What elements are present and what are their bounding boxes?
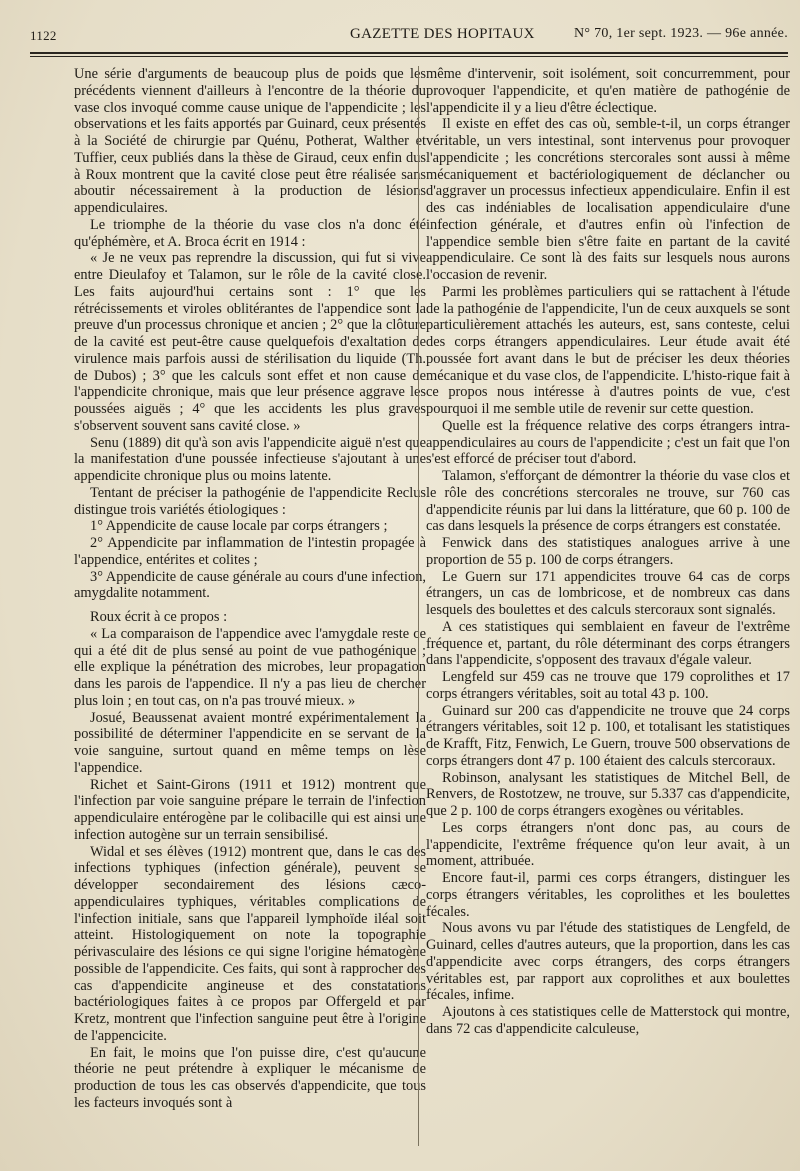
paragraph: Le Guern sur 171 appendicites trouve 64 cas de corps étrangers, un cas de lombricose, et de nombreux cas dans lesquels des boulettes et des calculs stercoraux sont signalés.: [426, 568, 790, 618]
paragraph: Richet et Saint-Girons (1911 et 1912) montrent que l'infection par voie sanguine prépare le terrain de l'infection appendiculaire entérogène par le colibacille qui est ainsi une infection autogène sur un terrain sensibilisé.: [74, 776, 426, 843]
journal-title: GAZETTE DES HOPITAUX: [350, 26, 535, 42]
paragraph: Nous avons vu par l'étude des statistiques de Lengfeld, de Guinard, celles d'autres auteurs, que la proportion, dans les cas d'appendicite avec corps étrangers, des corps étrangers véritables est, par rapport aux coprolithes et aux boulettes fécales, infime.: [426, 920, 790, 1004]
paragraph: Le triomphe de la théorie du vase clos n'a donc été qu'éphémère, et A. Broca écrit en 1914 :: [74, 216, 426, 250]
quote-paragraph: « Je ne veux pas reprendre la discussion, qui fut si vive entre Dieulafoy et Talamon, sur le rôle de la cavité close. Les faits aujourd'hui certains sont : 1° que les rétrécissements et viroles oblitérantes de l'appendice sont la preuve d'un processus chronique et ancien ; 2° que la clôture de la cavité est peut-être cause quelquefois d'exaltation de virulence mais parfois aussi de stérilisation du liquide (Th. de Dubos) ; 3° que les calculs sont effet et non cause de l'appendicite chronique, mais que leur présence aggrave les poussées aiguës ; 4° que les accidents les plus graves s'observent souvent sans cavité close. »: [74, 250, 426, 434]
paragraph: A ces statistiques qui semblaient en faveur de l'extrême fréquence et, partant, du rôle déterminant des corps étrangers dans l'appendicite, s'opposent des travaux d'égale valeur.: [426, 618, 790, 669]
right-column: [426, 66, 790, 1038]
column-divider: [418, 66, 419, 1146]
paragraph: Une série d'arguments de beaucoup plus de poids que les précédents viennent d'ailleurs à l'encontre de la théorie du vase clos invoqué comme cause unique de l'appendicite ; les observations et les faits apportés par Guinard, ceux présentés à la Société de chirurgie par Quénu, Potherat, Walther et Tuffier, ceux publiés dans la thèse de Giraud, ceux enfin dus à Roux montrent que la cavité close peut être réalisée sans aboutir nécessairement à la production de lésions appendiculaires.: [74, 66, 426, 216]
paragraph: Encore faut-il, parmi ces corps étrangers, distinguer les corps étrangers véritables, les coprolithes et les boulettes fécales.: [426, 870, 790, 920]
header-rule-thin: [30, 56, 788, 57]
paragraph: Tentant de préciser la pathogénie de l'appendicite Reclus distingue trois variétés étiologiques :: [74, 484, 426, 518]
paragraph: Robinson, analysant les statistiques de Mitchel Bell, de Renvers, de Rostotzew, ne trouve, sur 5.337 cas d'appendicite, que 2 p. 100 de corps étrangers exogènes ou véritables.: [426, 769, 790, 819]
quote-paragraph: « La comparaison de l'appendice avec l'amygdale reste ce qui a été dit de plus sensé au point de vue pathogénique ; elle explique la pénétration des microbes, leur propagation dans les parois de l'appendice. Il n'y a pas lieu de chercher plus loin ; en tout cas, on n'a pas trouvé mieux. »: [74, 625, 426, 709]
paragraph: Quelle est la fréquence relative des corps étrangers intra-appendiculaires au cours de l'appendicite ; c'est un fait que l'on s'est efforcé de préciser tout d'abord.: [426, 417, 790, 468]
paragraph: Josué, Beaussenat avaient montré expérimentalement la possibilité de déterminer l'appendicite en se servant de la voie sanguine, surtout quand en même temps on lèse l'appendice.: [74, 709, 426, 776]
list-item: 3° Appendicite de cause générale au cours d'une infection, amygdalite notamment.: [74, 568, 426, 602]
paragraph: Parmi les problèmes particuliers qui se rattachent à l'étude de la pathogénie de l'appendicite, l'un de ceux auxquels se sont particulièrement attachés les auteurs, est, sans conteste, celui des corps étrangers appendiculaires. Leur étude avait été poussée fort avant dans le but de préciser les deux théories mécanique et du vase clos, de l'appendicite. L'histo-rique fait à ce propos nous intéresse à d'autres points de vue, c'est pourquoi il me semble utile de revenir sur cette question.: [426, 283, 790, 417]
paragraph: Guinard sur 200 cas d'appendicite ne trouve que 24 corps étrangers véritables, soit 12 p. 100, et totalisant les statistiques de Krafft, Fitz, Fenwich, Le Guern, trouve 500 observations de corps étrangers dont 47 p. 100 étaient des calculs stercoraux.: [426, 702, 790, 769]
issue-info: N° 70, 1er sept. 1923. — 96e année.: [574, 26, 788, 41]
paragraph: En fait, le moins que l'on puisse dire, c'est qu'aucune théorie ne peut prétendre à expliquer le mécanisme de production de tous les cas observés d'appendicite, que tous les facteurs invoqués sont à: [74, 1044, 426, 1111]
paragraph: Senu (1889) dit qu'à son avis l'appendicite aiguë n'est que la manifestation d'une poussée infectieuse s'ajoutant à une appendicite chronique plus ou moins latente.: [74, 434, 426, 484]
paragraph: Widal et ses élèves (1912) montrent que, dans le cas des infections typhiques (infection générale), peuvent se développer secondairement des lésions cæco-appendiculaires typhiques, véritables complications de l'infection initiale, sans que l'appareil lymphoïde iléal soit atteint. Histologiquement on note la topographie périvasculaire des lésions ce qui signe l'origine hématogène possible de l'appendicite. Ces faits, qui sont à rapprocher des cas d'appendicite angineuse et des constatations bactériologiques faites à ce propos par Offergeld et par Kretz, montrent que l'infection sanguine peut être à l'origine de l'appencicite.: [74, 843, 426, 1044]
paragraph: Talamon, s'efforçant de démontrer la théorie du vase clos et le rôle des concrétions stercorales ne trouve, sur 760 cas d'appendicite réunis par lui dans la littérature, que 60 p. 100 de cas dans lesquels la présence de corps étrangers est constatée.: [426, 468, 790, 535]
list-item: 2° Appendicite par inflammation de l'intestin propagée à l'appendice, entérites et colites ;: [74, 535, 426, 568]
list-item: 1° Appendicite de cause locale par corps étrangers ;: [90, 518, 388, 535]
paragraph: Ajoutons à ces statistiques celle de Matterstock qui montre, dans 72 cas d'appendicite calculeuse,: [426, 1004, 790, 1037]
paragraph: Il existe en effet des cas où, semble-t-il, un corps étranger véritable, un vers intestinal, sont intervenus pour provoquer l'appendicite ; les concrétions stercorales sont aussi à même mécaniquement et bactériologiquement de déclancher ou d'aggraver un processus infectieux appendiculaire. Enfin il est des cas indéniables de localisation appendiculaire d'une infection générale, et d'autres enfin où l'infection de l'appendice semble bien s'être faite en partant de la cavité appendiculaire. Ce sont là des faits sur lesquels nous aurons l'occasion de revenir.: [426, 116, 790, 283]
running-header: [30, 26, 788, 48]
paragraph: Lengfeld sur 459 cas ne trouve que 179 coprolithes et 17 corps étrangers véritables, soit au total 43 p. 100.: [426, 669, 790, 702]
header-rule-thick: [30, 52, 788, 54]
paragraph: Fenwick dans des statistiques analogues arrive à une proportion de 55 p. 100 de corps étrangers.: [426, 535, 790, 568]
paragraph: même d'intervenir, soit isolément, soit concurremment, pour provoquer l'appendicite, et qu'en matière de pathogénie de l'appendicite il y a lieu d'être éclectique.: [426, 66, 790, 116]
paragraph: Roux écrit à ce propos :: [90, 609, 228, 625]
paragraph: Les corps étrangers n'ont donc pas, au cours de l'appendicite, l'extrême fréquence qu'on leur avait, à un moment, attribuée.: [426, 819, 790, 870]
left-column: [74, 66, 426, 1112]
page-number: 1122: [30, 28, 57, 43]
